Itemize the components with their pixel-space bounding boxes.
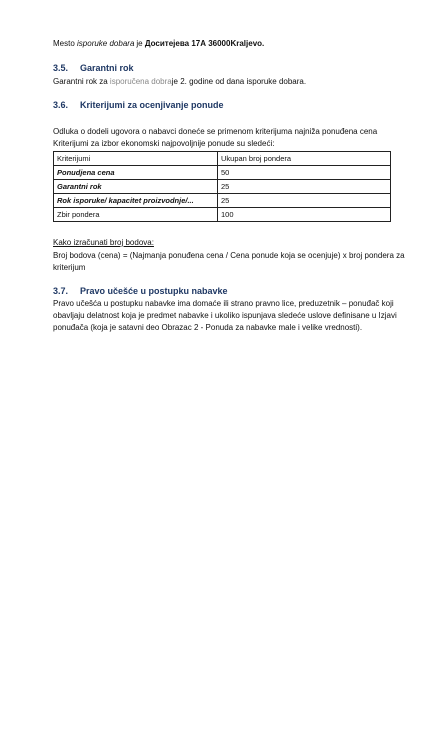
- table-total-row: [54, 208, 391, 222]
- section-number: 3.6.: [53, 100, 69, 110]
- delivery-address: Доситејева 17А 36000Kraljevo.: [144, 39, 265, 48]
- section-number: 3.7.: [53, 286, 69, 296]
- warranty-text-a: Garantni rok za: [53, 77, 110, 86]
- participation-line-3: ponuđača (koja je satavni deo Obrazac 2 - Ponuda za nabavke male i velike vrednosti).: [53, 323, 363, 332]
- criterion-value: 50: [218, 166, 391, 180]
- table-header-cell: Ukupan broj pondera: [218, 152, 391, 166]
- delivery-italic: isporuke dobara: [77, 39, 135, 48]
- criterion-label: Ponudjena cena: [54, 166, 218, 180]
- criteria-intro-2: Kriterijumi za izbor ekonomski najpovoljnije ponude su sledeći:: [53, 139, 275, 148]
- section-title: Pravo učešće u postupku nabavke: [80, 286, 228, 296]
- table-row: [54, 166, 391, 180]
- calculation-formula-1: Broj bodova (cena) = (Najmanja ponuđena cena / Cena ponude koja se ocenjuje) x broj pondera za: [53, 251, 405, 260]
- section-title: Garantni rok: [80, 63, 134, 73]
- delivery-prefix: Mesto: [53, 39, 78, 48]
- criterion-value: 25: [218, 194, 391, 208]
- criterion-label: Garantni rok: [54, 180, 218, 194]
- criteria-table: [53, 151, 391, 222]
- delivery-mid: je: [136, 39, 145, 48]
- calculation-title: Kako izračunati broj bodova:: [53, 238, 154, 247]
- calculation-formula-2: kriterijum: [53, 263, 86, 272]
- table-header-row: [54, 152, 391, 166]
- total-label: Zbir pondera: [54, 208, 218, 222]
- section-title: Kriterijumi za ocenjivanje ponude: [80, 100, 224, 110]
- total-value: 100: [218, 208, 391, 222]
- criterion-value: 25: [218, 180, 391, 194]
- warranty-text-b: je 2. godine od dana isporuke dobara.: [171, 77, 307, 86]
- table-row: [54, 180, 391, 194]
- warranty-text: [53, 76, 306, 87]
- section-number: 3.5.: [53, 63, 69, 73]
- section-3-7-heading: [53, 285, 228, 297]
- participation-line-1: Pravo učešća u postupku nabavke ima domaće ili strano pravno lice, preduzetnik – ponuđač koji: [53, 299, 394, 308]
- section-3-5-heading: [53, 62, 134, 74]
- delivery-location: [53, 38, 264, 49]
- section-3-6-heading: [53, 99, 224, 111]
- warranty-text-gray: isporučena dobra: [109, 77, 172, 86]
- table-header-cell: Kriterijumi: [54, 152, 218, 166]
- table-row: [54, 194, 391, 208]
- criteria-intro-1: Odluka o dodeli ugovora o nabavci doneće se primenom kriterijuma najniža ponuđena cena: [53, 127, 378, 136]
- criterion-label: Rok isporuke/ kapacitet proizvodnje/...: [54, 194, 218, 208]
- participation-line-2: obavljaju delatnost koja je predmet nabavke i ukoliko ispunjava sledeće uslove definisane u Izjavi: [53, 311, 397, 320]
